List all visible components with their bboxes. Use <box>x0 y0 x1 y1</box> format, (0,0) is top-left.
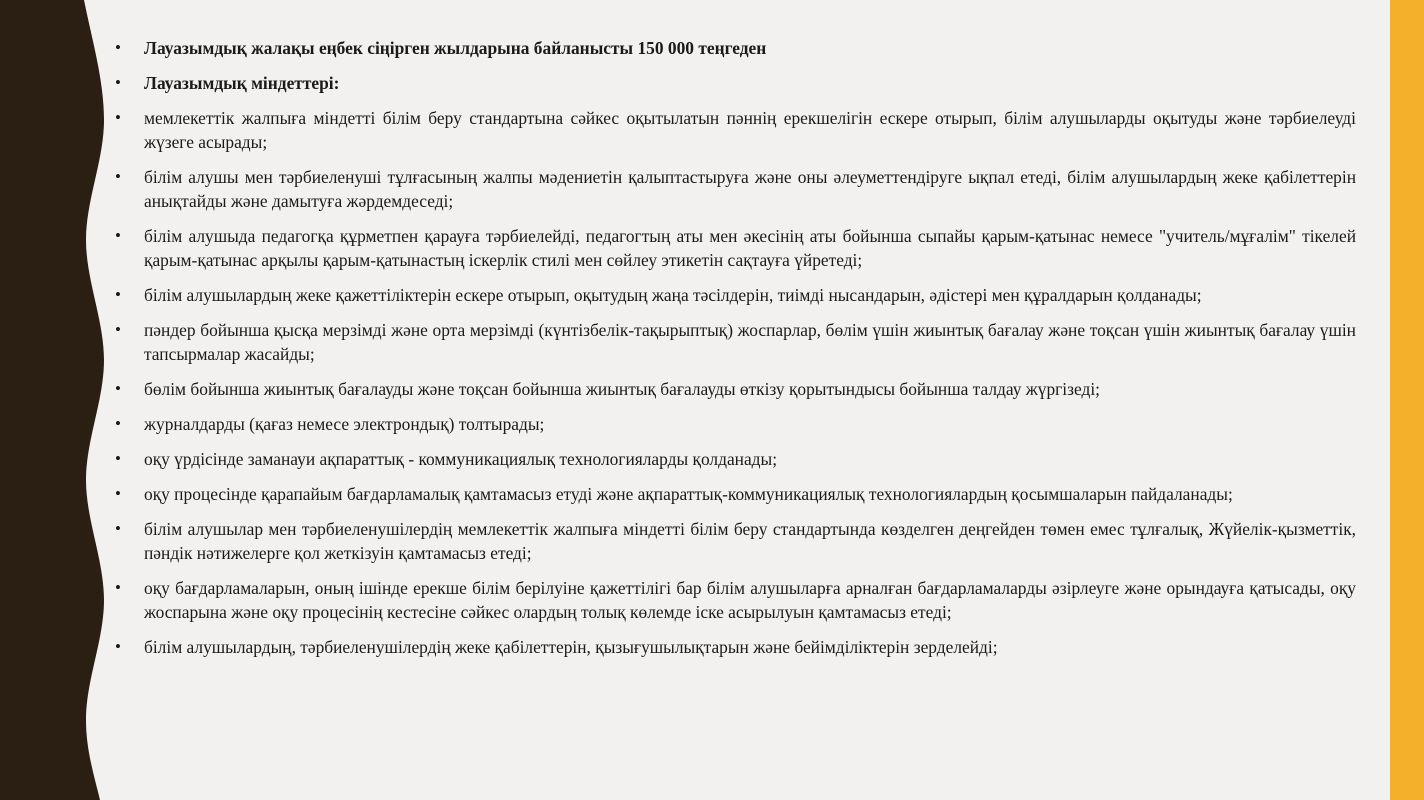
bullet-dot-icon: • <box>115 285 121 304</box>
bullet-item <box>114 482 1356 506</box>
bullet-text: оқу бағдарламаларын, оның ішінде ерекше білім берілуіне қажеттілігі бар білім алушыларға арналған бағдарламаларды әзірлеуге және орындауға қатысады, оқу жоспарына және оқу процесінің кестесіне сәйкес олардың толық көлемде іске асырылуын қамтамасыз етеді; <box>144 578 1356 622</box>
bullet-text: бөлім бойынша жиынтық бағалауды және тоқсан бойынша жиынтық бағалауды өткізу қорытындысы бойынша талдау жүргізеді; <box>144 379 1100 399</box>
bullet-text: білім алушылардың жеке қажеттіліктерін ескере отырып, оқытудың жаңа тәсілдерін, тиімді нысандарын, әдістері мен құралдарын қолданады; <box>144 285 1202 305</box>
bullet-text: журналдарды (қағаз немесе электрондық) толтырады; <box>144 414 545 434</box>
bullet-text: мемлекеттік жалпыға міндетті білім беру стандартына сәйкес оқытылатын пәннің ерекшелігін ескере отырып, білім алушыларды оқытуды және тәрбиелеуді жүзеге асырады; <box>144 108 1356 152</box>
bullet-item <box>114 576 1356 624</box>
bullet-item <box>114 283 1356 307</box>
bullet-text: білім алушыда педагогқа құрметпен қарауға тәрбиелейді, педагогтың аты мен әкесінің аты бойынша сыпайы қарым-қатынас немесе "учитель/мұғалім" тікелей қарым-қатынас арқылы қарым-қатынастың іскерлік стилі мен сөйлеу этикетін сақтауға үйретеді; <box>144 226 1356 270</box>
bullet-text: пәндер бойынша қысқа мерзімді және орта мерзімді (күнтізбелік-тақырыптық) жоспарлар, бөлім үшін жиынтық бағалау және тоқсан үшін жиынтық бағалау үшін тапсырмалар жасайды; <box>144 320 1356 364</box>
bullet-dot-icon: • <box>115 108 121 127</box>
bullet-item <box>114 71 1356 95</box>
bullet-text: білім алушы мен тәрбиеленуші тұлғасының жалпы мәдениетін қалыптастыруға және оны әлеуметтендіруге ықпал етеді, білім алушылардың жеке қабілеттерін анықтайды және дамытуға жәрдемдеседі; <box>144 167 1356 211</box>
left-wave-shape <box>0 0 104 800</box>
bullet-dot-icon: • <box>115 167 121 186</box>
bullet-dot-icon: • <box>115 38 121 57</box>
bullet-text: білім алушылардың, тәрбиеленушілердің жеке қабілеттерін, қызығушылықтарын және бейімділіктерін зерделейді; <box>144 637 998 657</box>
bullet-dot-icon: • <box>115 519 121 538</box>
bullet-dot-icon: • <box>115 379 121 398</box>
bullet-text: Лауазымдық міндеттері: <box>144 73 340 93</box>
bullet-dot-icon: • <box>115 73 121 92</box>
bullet-dot-icon: • <box>115 484 121 503</box>
bullet-dot-icon: • <box>115 637 121 656</box>
left-wave-decoration <box>0 0 120 800</box>
bullet-text: білім алушылар мен тәрбиеленушілердің мемлекеттік жалпыға міндетті білім беру стандартында көзделген деңгейден төмен емес тұлғалық, Жүйелік-қызметтік, пәндік нәтижелерге қол жеткізуін қамтамасыз етеді; <box>144 519 1356 563</box>
bullet-dot-icon: • <box>115 449 121 468</box>
bullet-item <box>114 377 1356 401</box>
bullet-item <box>114 224 1356 272</box>
bullet-dot-icon: • <box>115 414 121 433</box>
bullet-item <box>114 635 1356 659</box>
bullet-item <box>114 106 1356 154</box>
bullet-list <box>114 36 1356 659</box>
right-accent-bar <box>1390 0 1424 800</box>
bullet-item <box>114 517 1356 565</box>
bullet-item <box>114 447 1356 471</box>
bullet-text: оқу үрдісінде заманауи ақпараттық - коммуникациялық технологияларды қолданады; <box>144 449 778 469</box>
bullet-item <box>114 318 1356 366</box>
bullet-dot-icon: • <box>115 578 121 597</box>
bullet-item <box>114 36 1356 60</box>
bullet-list-container <box>114 36 1356 670</box>
bullet-item <box>114 412 1356 436</box>
bullet-dot-icon: • <box>115 320 121 339</box>
bullet-text: Лауазымдық жалақы еңбек сіңірген жылдарына байланысты 150 000 теңгеден <box>144 38 767 58</box>
bullet-item <box>114 165 1356 213</box>
bullet-dot-icon: • <box>115 226 121 245</box>
bullet-text: оқу процесінде қарапайым бағдарламалық қамтамасыз етуді және ақпараттық-коммуникациялық технологиялардың қосымшаларын пайдаланады; <box>144 484 1233 504</box>
